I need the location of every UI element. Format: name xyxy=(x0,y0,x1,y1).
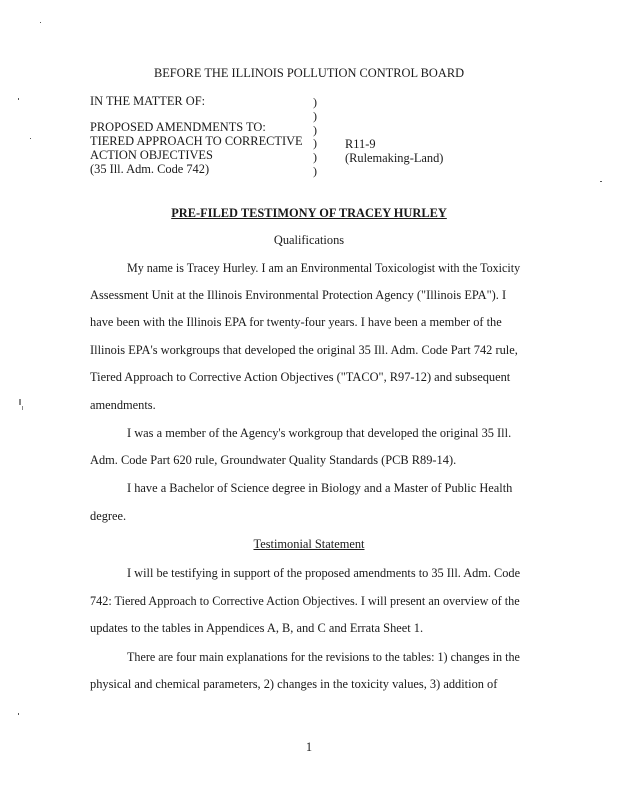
body-line: I will be testifying in support of the proposed amendments to 35 Ill. Adm. Code xyxy=(127,566,521,580)
docket-number: R11-9 xyxy=(345,137,376,151)
caption-line: IN THE MATTER OF: xyxy=(90,94,206,108)
testimony-title: PRE-FILED TESTIMONY OF TRACEY HURLEY xyxy=(171,206,447,220)
caption-line: PROPOSED AMENDMENTS TO: xyxy=(90,120,266,134)
body-line: 742: Tiered Approach to Corrective Action Objectives. I will present an overview of the xyxy=(90,594,520,608)
body-line: physical and chemical parameters, 2) changes in the toxicity values, 3) addition of xyxy=(90,677,498,691)
caption-paren: ) xyxy=(313,150,317,164)
caption-paren: ) xyxy=(313,95,317,109)
body-line: There are four main explanations for the revisions to the tables: 1) changes in the xyxy=(127,650,520,664)
section-heading-qualifications: Qualifications xyxy=(273,233,345,247)
body-line: amendments. xyxy=(90,398,156,412)
scan-speck xyxy=(19,399,21,405)
caption-paren: ) xyxy=(313,123,317,137)
caption-line: ACTION OBJECTIVES xyxy=(90,148,213,162)
scan-speck xyxy=(600,181,602,182)
body-line: Assessment Unit at the Illinois Environmental Protection Agency ("Illinois EPA"). I xyxy=(90,288,507,302)
body-line: have been with the Illinois EPA for twenty-four years. I have been a member of the xyxy=(90,315,502,329)
body-line: My name is Tracey Hurley. I am an Environmental Toxicologist with the Toxicity xyxy=(127,261,521,275)
section-heading-testimonial: Testimonial Statement xyxy=(253,537,365,551)
caption-paren: ) xyxy=(313,164,317,178)
caption-line: TIERED APPROACH TO CORRECTIVE xyxy=(90,134,303,148)
body-line: degree. xyxy=(90,509,127,523)
body-line: Illinois EPA's workgroups that developed the original 35 Ill. Adm. Code Part 742 rule, xyxy=(90,343,518,357)
body-line: updates to the tables in Appendices A, B, and C and Errata Sheet 1. xyxy=(90,621,424,635)
caption-paren: ) xyxy=(313,109,317,123)
body-line: I was a member of the Agency's workgroup that developed the original 35 Ill. xyxy=(127,426,512,440)
body-line: Tiered Approach to Corrective Action Objectives ("TACO", R97-12) and subsequent xyxy=(90,370,511,384)
caption-line: (35 Ill. Adm. Code 742) xyxy=(90,162,210,176)
page-number: 1 xyxy=(305,740,313,754)
court-heading: BEFORE THE ILLINOIS POLLUTION CONTROL BOARD xyxy=(153,66,465,80)
caption-paren: ) xyxy=(313,136,317,150)
body-line: Adm. Code Part 620 rule, Groundwater Quality Standards (PCB R89-14). xyxy=(90,453,457,467)
docket-type: (Rulemaking-Land) xyxy=(345,151,444,165)
scan-speck xyxy=(40,22,41,23)
scan-speck xyxy=(22,406,23,410)
body-line: I have a Bachelor of Science degree in Biology and a Master of Public Health xyxy=(127,481,513,495)
scan-speck xyxy=(18,713,19,715)
scan-speck xyxy=(30,138,31,139)
scan-speck xyxy=(18,98,19,100)
